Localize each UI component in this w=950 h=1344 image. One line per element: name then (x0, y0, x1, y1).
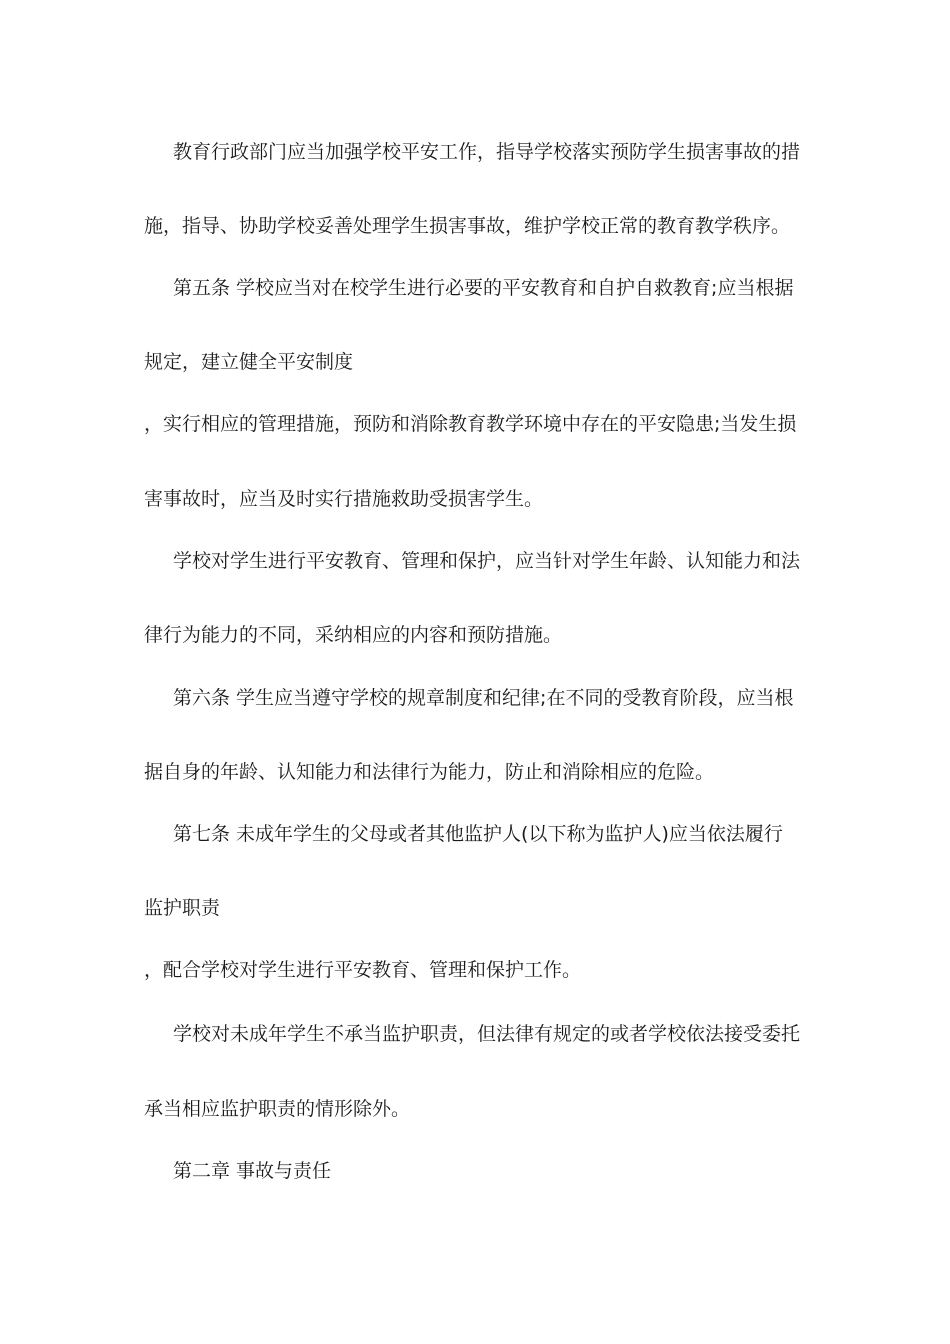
paragraph-line: 教育行政部门应当加强学校平安工作，指导学校落实预防学生损害事故的措 (173, 141, 801, 163)
paragraph-line: ，实行相应的管理措施，预防和消除教育教学环境中存在的平安隐患;当发生损 (144, 413, 797, 435)
paragraph-line: 学校对未成年学生不承当监护职责，但法律有规定的或者学校依法接受委托 (173, 1023, 801, 1045)
article-7-line: 第七条 未成年学生的父母或者其他监护人(以下称为监护人)应当依法履行 (173, 823, 783, 845)
paragraph-line: 害事故时，应当及时实行措施救助受损害学生。 (144, 488, 544, 510)
paragraph-line: 据自身的年龄、认知能力和法律行为能力，防止和消除相应的危险。 (144, 761, 715, 783)
paragraph-line: 律行为能力的不同，采纳相应的内容和预防措施。 (144, 624, 563, 646)
paragraph-line: ，配合学校对学生进行平安教育、管理和保护工作。 (144, 959, 582, 981)
paragraph-line: 规定，建立健全平安制度 (144, 351, 354, 373)
chapter-heading: 第二章 事故与责任 (173, 1160, 332, 1182)
paragraph-line: 学校对学生进行平安教育、管理和保护，应当针对学生年龄、认知能力和法 (173, 550, 801, 572)
article-5-line: 第五条 学校应当对在校学生进行必要的平安教育和自护自救教育;应当根据 (173, 277, 794, 299)
paragraph-line: 施，指导、协助学校妥善处理学生损害事故，维护学校正常的教育教学秩序。 (144, 215, 791, 237)
paragraph-line: 监护职责 (144, 897, 221, 919)
article-6-line: 第六条 学生应当遵守学校的规章制度和纪律;在不同的受教育阶段，应当根 (173, 687, 794, 709)
paragraph-line: 承当相应监护职责的情形除外。 (144, 1098, 411, 1120)
